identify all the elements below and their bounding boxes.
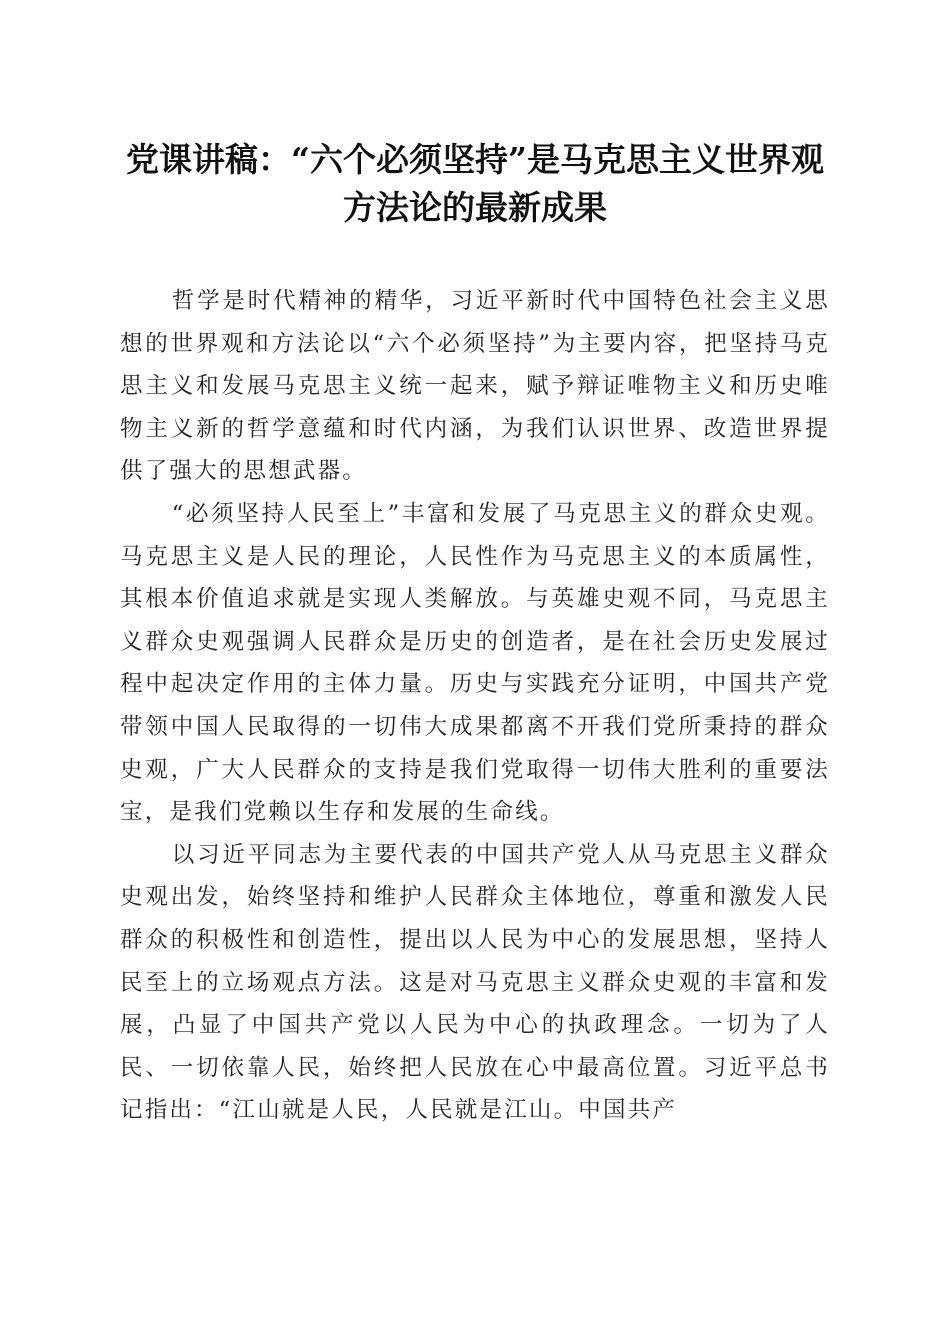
paragraph: 以习近平同志为主要代表的中国共产党人从马克思主义群众史观出发，始终坚持和维护人民群众主体地位，尊重和激发人民群众的积极性和创造性，提出以人民为中心的发展思想，坚持人民至上的立场观点方法。这是对马克思主义群众史观的丰富和发展，凸显了中国共产党以人民为中心的执政理念。一切为了人民、一切依靠人民，始终把人民放在心中最高位置。习近平总书记指出：“江山就是人民，人民就是江山。中国共产 [120,841,830,1124]
paragraph: 哲学是时代精神的精华，习近平新时代中国特色社会主义思想的世界观和方法论以“六个必须坚持”为主要内容，把坚持马克思主义和发展马克思主义统一起来，赋予辩证唯物主义和历史唯物主义新的哲学意蕴和时代内涵，为我们认识世界、改造世界提供了强大的思想武器。 [120,288,830,485]
page-title: 党课讲稿：“六个必须坚持”是马克思主义世界观方法论的最新成果 [126,140,824,227]
document-body [120,280,830,1132]
paragraph: “必须坚持人民至上”丰富和发展了马克思主义的群众史观。马克思主义是人民的理论，人民性作为马克思主义的本质属性，其根本价值追求就是实现人类解放。与英雄史观不同，马克思主义群众史观强调人民群众是历史的创造者，是在社会历史发展过程中起决定作用的主体力量。历史与实践充分证明，中国共产党带领中国人民取得的一切伟大成果都离不开我们党所秉持的群众史观，广大人民群众的支持是我们党取得一切伟大胜利的重要法宝，是我们党赖以生存和发展的生命线。 [120,500,830,826]
